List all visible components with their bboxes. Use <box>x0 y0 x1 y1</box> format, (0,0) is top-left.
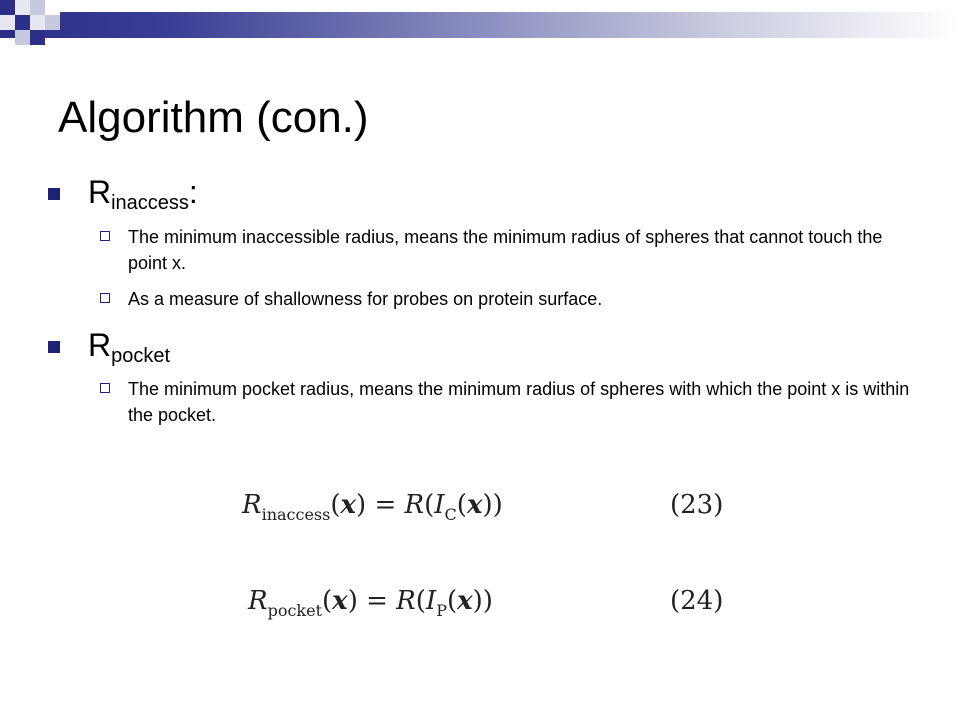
label-subscript: pocket <box>111 345 171 367</box>
eq-arg: x <box>332 586 348 616</box>
decor-square <box>0 15 15 30</box>
bullet-label <box>88 174 198 214</box>
decor-square <box>45 0 60 15</box>
label-subscript: inaccess <box>111 192 189 214</box>
eq-rhs-func: R <box>404 490 425 520</box>
eq-lhs-subscript: pocket <box>267 601 323 620</box>
decor-square <box>0 0 15 15</box>
sub-bullet-item <box>100 286 920 312</box>
eq-rhs-inner: I <box>425 586 437 616</box>
label-main: R <box>88 327 112 363</box>
eq-rhs-inner: I <box>434 490 445 520</box>
sub-bullet-text: The minimum inaccessible radius, means the minimum radius of spheres that cannot touch the point x. <box>128 227 883 274</box>
eq-lhs-symbol: R <box>242 490 262 520</box>
eq-rhs-func: R <box>396 586 416 616</box>
equation-23: $R_{inaccess}(x) = R(I_C(x))$ <box>242 490 503 524</box>
sub-bullet-text: As a measure of shallowness for probes on protein surface. <box>128 289 603 309</box>
decor-square <box>15 30 30 45</box>
eq-rhs-inner-subscript: P <box>436 601 447 620</box>
eq-lhs-symbol: R <box>248 586 268 616</box>
equation-24: $R_{pocket}(x) = R(I_P(x))$ <box>248 586 493 620</box>
bullet-item-rpocket <box>48 327 171 367</box>
decor-square <box>15 0 30 15</box>
equation-number: (23) <box>670 490 724 520</box>
square-bullet-icon <box>48 341 60 353</box>
hollow-square-bullet-icon <box>100 293 110 303</box>
header-gradient-band <box>0 12 960 38</box>
label-suffix: : <box>188 174 198 210</box>
slide-title: Algorithm (con.) <box>58 93 369 142</box>
sub-bullet-item <box>100 376 920 428</box>
sub-bullet-text: The minimum pocket radius, means the minimum radius of spheres with which the point x is within the pocket. <box>128 379 910 426</box>
decor-square <box>30 0 45 15</box>
eq-rhs-inner-subscript: C <box>444 505 457 524</box>
hollow-square-bullet-icon <box>100 383 110 393</box>
eq-lhs-subscript: inaccess <box>261 505 331 524</box>
square-bullet-icon <box>48 188 60 200</box>
bullet-item-rinaccess <box>48 174 198 214</box>
decor-square <box>15 15 30 30</box>
eq-arg: x <box>457 586 473 616</box>
decor-square <box>45 15 60 30</box>
decor-square <box>30 15 45 30</box>
label-main: R <box>88 174 112 210</box>
eq-arg: x <box>466 490 483 520</box>
equation-number: (24) <box>670 586 724 616</box>
eq-equals: = <box>374 490 397 520</box>
sub-bullet-item <box>100 224 920 276</box>
bullet-label <box>88 327 171 367</box>
hollow-square-bullet-icon <box>100 231 110 241</box>
eq-arg: x <box>340 490 357 520</box>
decor-square <box>30 30 45 45</box>
eq-equals: = <box>366 586 388 616</box>
